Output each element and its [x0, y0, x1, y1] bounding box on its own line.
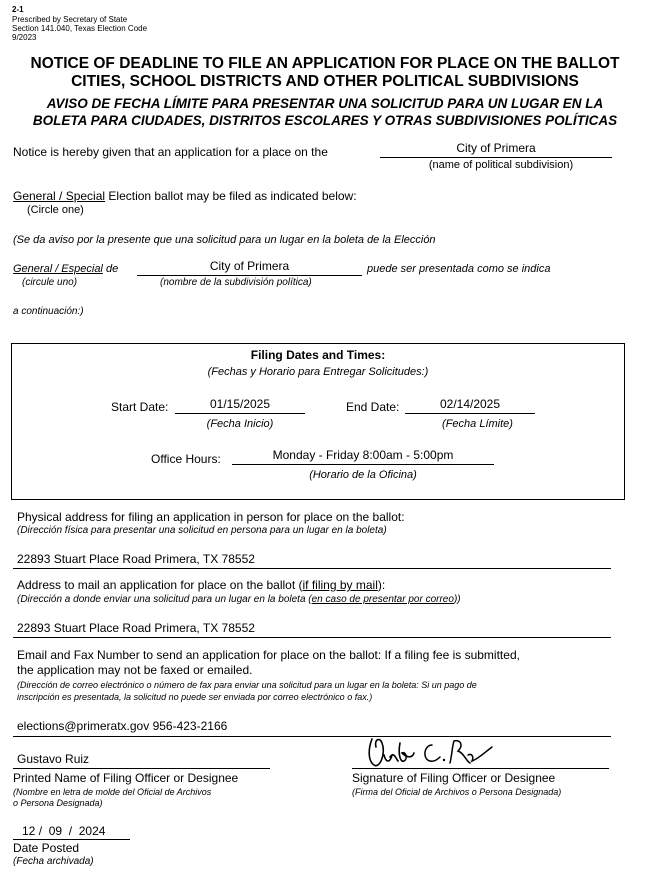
date-posted-line: [13, 839, 130, 840]
spanish-title-line-2: BOLETA PARA CIUDADES, DISTRITOS ESCOLARES Y OTRAS SUBDIVISIONES POLÍTICAS: [32, 113, 618, 128]
physical-address-label: Physical address for filing an application in person for place on the ballot:: [17, 510, 405, 524]
date-posted-label: Date Posted: [13, 841, 80, 855]
mail-address-value[interactable]: 22893 Stuart Place Road Primera, TX 78552: [17, 621, 255, 635]
spanish-notice-text: (Se da aviso por la presente que una solicitud para un lugar en la boleta de la Elección: [13, 234, 436, 246]
prescribed-by: Prescribed by Secretary of State: [12, 15, 128, 24]
election-type-options[interactable]: General / Special: [13, 189, 106, 203]
posted-month: 12: [22, 824, 36, 838]
email-fax-label-line-2: the application may not be faxed or emailed.: [17, 663, 253, 677]
form-date: 9/2023: [12, 33, 37, 42]
printed-name-label: Printed Name of Filing Officer or Designee: [13, 771, 239, 785]
title-line-1: NOTICE OF DEADLINE TO FILE AN APPLICATION FOR PLACE ON THE BALLOT: [30, 55, 620, 72]
filing-heading-spanish: (Fechas y Horario para Entregar Solicitudes:): [207, 366, 429, 378]
spanish-subdivision-caption: (nombre de la subdivisión política): [160, 277, 312, 288]
officer-name-line: [13, 768, 270, 769]
spanish-election-type-line: [13, 263, 118, 275]
office-hours-field[interactable]: Monday - Friday 8:00am - 5:00pm: [232, 448, 494, 465]
spanish-circle-one-caption: (circule uno): [22, 277, 78, 288]
election-type-line: [13, 189, 357, 203]
subdivision-name-field[interactable]: City of Primera: [380, 141, 612, 158]
form-number: 2-1: [12, 5, 24, 14]
spanish-subdivision-field[interactable]: City of Primera: [137, 259, 362, 276]
email-fax-label-spanish-1: (Dirección de correo electrónico o número de fax para enviar una solicitud para un lugar en la boleta: Si un pago de: [17, 680, 477, 690]
spanish-election-type-options[interactable]: General / Especial: [13, 263, 103, 275]
date-posted-value[interactable]: 12 / 09 / 2024: [22, 824, 106, 838]
physical-address-line: [13, 568, 611, 569]
spanish-after-text: puede ser presentada como se indica: [367, 263, 551, 275]
election-type-text: Election ballot may be filed as indicated below:: [105, 189, 357, 203]
signature-line: [352, 768, 609, 769]
email-fax-label-spanish-2: inscripción es presentada, la solicitud no puede ser enviada por correo electrónico o fax.): [17, 692, 373, 702]
filing-heading: Filing Dates and Times:: [250, 348, 386, 362]
physical-address-value[interactable]: 22893 Stuart Place Road Primera, TX 78552: [17, 552, 255, 566]
printed-name-label-spanish-1: (Nombre en letra de molde del Oficial de Archivos: [13, 787, 212, 797]
subdivision-caption: (name of political subdivision): [428, 159, 574, 171]
start-date-field[interactable]: 01/15/2025: [175, 397, 305, 414]
spanish-de: de: [102, 263, 119, 275]
end-date-label: End Date:: [346, 400, 400, 414]
title-line-2: CITIES, SCHOOL DISTRICTS AND OTHER POLITICAL SUBDIVISIONS: [71, 73, 579, 90]
mail-address-line: [13, 637, 611, 638]
circle-one-caption: (Circle one): [27, 204, 84, 216]
office-hours-caption: (Horario de la Oficina): [309, 469, 417, 481]
spanish-title-line-1: AVISO DE FECHA LÍMITE PARA PRESENTAR UNA SOLICITUD PARA UN LUGAR EN LA: [46, 96, 604, 111]
mail-address-label-spanish: (Dirección a donde enviar una solicitud para un lugar en la boleta (en caso de presentar por correo)): [17, 594, 461, 605]
start-date-label: Start Date:: [111, 400, 169, 414]
officer-name-value[interactable]: Gustavo Ruiz: [17, 752, 90, 766]
signature-label-spanish: (Firma del Oficial de Archivos o Persona Designada): [352, 787, 562, 797]
signature-label: Signature of Filing Officer or Designee: [352, 771, 556, 785]
office-hours-label: Office Hours:: [151, 452, 221, 466]
printed-name-label-spanish-2: o Persona Designada): [13, 798, 103, 808]
posted-day: 09: [48, 824, 63, 838]
if-filing-by-mail: if filing by mail: [302, 578, 378, 592]
election-code-section: Section 141.040, Texas Election Code: [12, 24, 148, 33]
date-posted-label-spanish: (Fecha archivada): [13, 856, 94, 867]
posted-year: 2024: [78, 824, 106, 838]
spanish-continuation: a continuación:): [13, 306, 84, 317]
end-date-field[interactable]: 02/14/2025: [405, 397, 535, 414]
email-fax-value[interactable]: elections@primeratx.gov 956-423-2166: [17, 719, 228, 733]
mail-address-label: Address to mail an application for place on the ballot (if filing by mail):: [17, 578, 386, 592]
email-fax-line: [13, 736, 611, 737]
physical-address-label-spanish: (Dirección física para presentar una solicitud en persona para un lugar en la boleta): [17, 525, 387, 536]
end-date-caption: (Fecha Límite): [442, 418, 513, 430]
notice-text: Notice is hereby given that an application for a place on the: [13, 145, 328, 159]
officer-signature: [360, 733, 510, 773]
start-date-caption: (Fecha Inicio): [206, 418, 274, 430]
email-fax-label-line-1: Email and Fax Number to send an application for place on the ballot: If a filing fee is submitted,: [17, 648, 520, 662]
